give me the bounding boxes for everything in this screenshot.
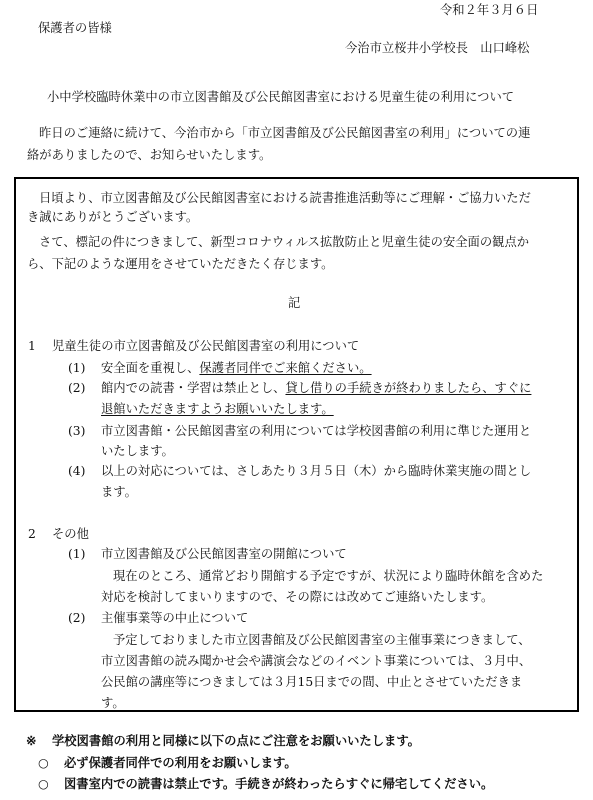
s2-item-1-number: (1) (68, 547, 86, 561)
s1-item-3-line-2: いたします。 (101, 444, 174, 458)
s1-item-4-line-2: ます。 (101, 485, 137, 499)
notice-p2-line-1: さて、標記の件につきまして、新型コロナウィルス拡散防止と児童生徒の安全面の観点か (39, 235, 530, 249)
s2-item-2-line-1: 予定しておりました市立図書館及び公民館図書室の主催事業につきまして、 (113, 633, 531, 647)
s2-item-1-line-2: 対応を検討してまいりますので、その際には改めてご連絡いたします。 (101, 590, 494, 604)
s2-item-2-line-4: す。 (101, 696, 125, 710)
s1-item-1-number: (1) (68, 361, 86, 375)
notice-p1-line-2: き誠にありがとうございます。 (27, 210, 199, 224)
s1-item-2-text: 館内での読書・学習は禁止とし、貸し借りの手続きが終わりましたら、すぐに (101, 381, 532, 395)
s2-item-2-line-2: 市立図書館の読み聞かせ会や講演会などのイベント事業については、３月中、 (101, 654, 532, 668)
footer-bullet-1: 必ず保護者同伴での利用をお願いします。 (64, 755, 297, 770)
s1-item-4-line-1: 以上の対応については、さしあたり３月５日（木）から臨時休業実施の間とし (101, 464, 532, 478)
footer-bullet-2: 図書室内での読書は禁止です。手続きが終わったらすぐに帰宅してください。 (64, 776, 494, 791)
s2-item-2-number: (2) (68, 611, 86, 625)
s2-item-2-heading: 主催事業等の中止について (101, 611, 249, 625)
s1-item-3-number: (3) (68, 424, 86, 438)
note-mark: ※ (26, 733, 37, 748)
intro-line-2: 絡がありましたので、お知らせいたします。 (27, 148, 272, 162)
s2-item-1-line-1: 現在のところ、通常どおり開館する予定ですが、状況により臨時休館を含めた (113, 569, 544, 583)
s2-item-2-line-3: 公民館の講座等につきましては３月15日までの間、中止とさせていただきま (101, 675, 523, 689)
notice-p2-line-2: ら、下記のような運用をさせていただきたく存じます。 (27, 257, 334, 271)
addressee: 保護者の皆様 (38, 21, 112, 35)
s1-item-2-line-2: 退館いただきますようお願いいたします。 (101, 402, 334, 416)
s2-item-1-heading: 市立図書館及び公民館図書室の開館について (101, 547, 347, 561)
date: 令和２年３月６日 (440, 3, 539, 17)
s1-item-1-text: 安全面を重視し、保護者同伴でご来館ください。 (101, 361, 372, 375)
bullet-1-mark: ○ (38, 755, 49, 770)
intro-line-1: 昨日のご連絡に続けて、今治市から「市立図書館及び公民館図書室の利用」についての連 (39, 126, 531, 140)
section-1-heading: 児童生徒の市立図書館及び公民館図書室の利用について (52, 339, 360, 353)
section-1-number: 1 (28, 339, 36, 353)
s1-item-3-line-1: 市立図書館・公民館図書室の利用については学校図書館の利用に準じた運用と (101, 424, 532, 438)
bullet-2-mark: ○ (38, 776, 49, 791)
ki-heading: 記 (288, 296, 301, 310)
sender: 今治市立桜井小学校長 山口峰松 (345, 41, 530, 55)
s1-item-2-number: (2) (68, 381, 86, 395)
section-2-number: 2 (28, 527, 36, 541)
section-2-heading: その他 (52, 527, 89, 541)
footer-note: 学校図書館の利用と同様に以下の点にご注意をお願いいたします。 (52, 733, 420, 748)
s1-item-4-number: (4) (68, 464, 86, 478)
notice-p1-line-1: 日頃より、市立図書館及び公民館図書室における読書推進活動等にご理解・ご協力いただ (39, 191, 531, 205)
document-title: 小中学校臨時休業中の市立図書館及び公民館図書室における児童生徒の利用について (47, 90, 515, 104)
